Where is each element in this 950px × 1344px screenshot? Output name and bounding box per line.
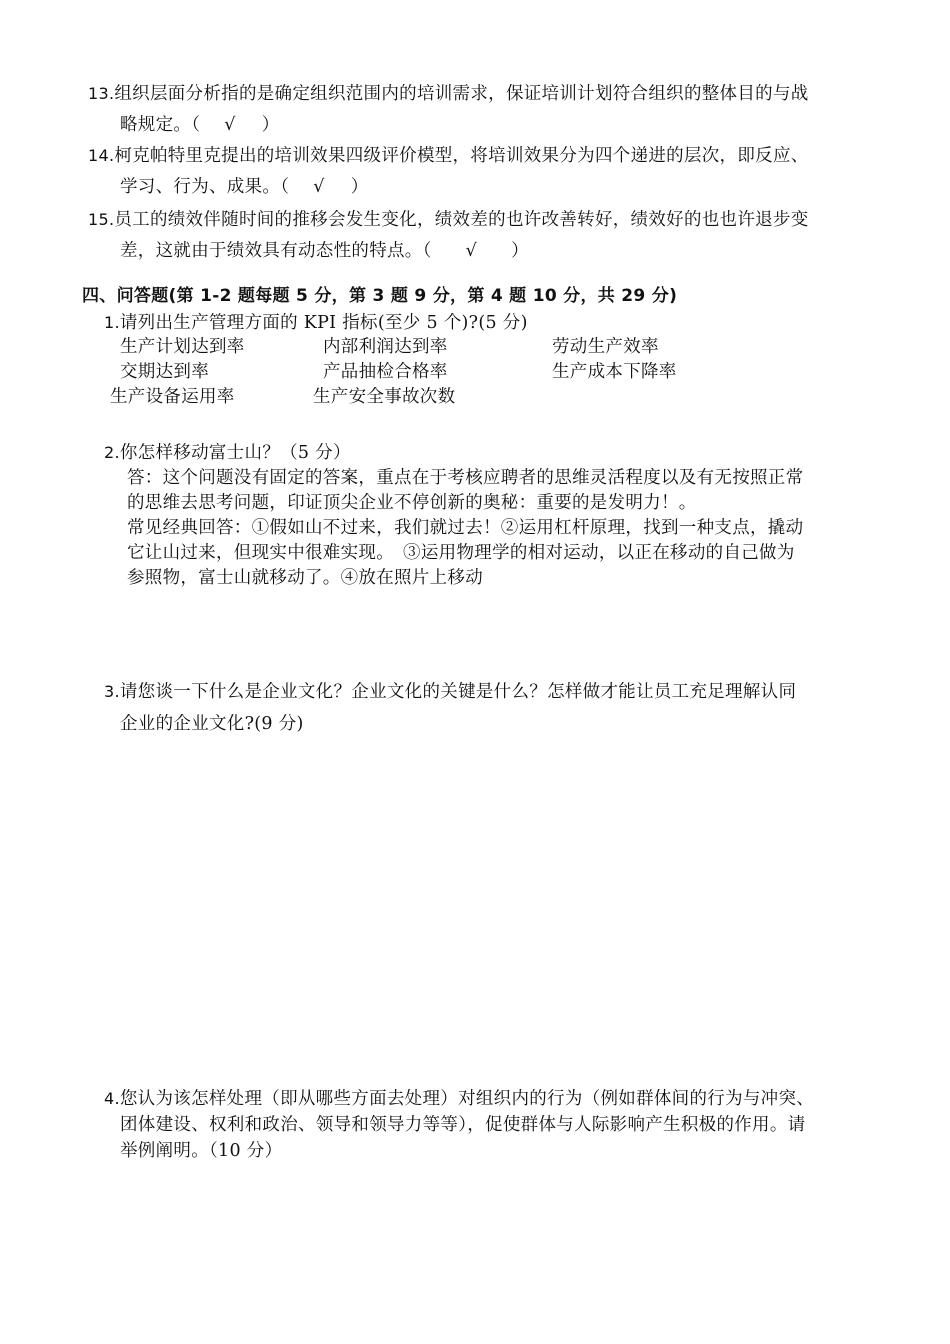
- item-text: 学习、行为、成果。（: [120, 177, 290, 197]
- kpi-item: 生产安全事故次数: [313, 387, 456, 407]
- tf-item-15-line2: [120, 243, 529, 261]
- check-mark: √: [224, 115, 236, 135]
- kpi-item: 劳动生产效率: [552, 337, 659, 357]
- answer-line: 的思维去思考问题，印证顶尖企业不停创新的奥秘：重要的是发明力！。: [127, 493, 697, 513]
- item-number: 14.: [88, 146, 115, 165]
- answer-line: 参照物，富士山就移动了。④放在照片上移动: [127, 568, 483, 588]
- tf-item-13-line1: [88, 86, 809, 104]
- question-3-line2: 企业的企业文化?(9 分): [120, 714, 304, 734]
- tf-item-15-line1: [88, 212, 809, 230]
- item-text: 组织层面分析指的是确定组织范围内的培训需求，保证培训计划符合组织的整体目的与战: [114, 84, 809, 104]
- question-text: 你怎样移动富士山？（5 分）: [119, 443, 351, 463]
- question-4-line3: 举例阐明。（10 分）: [120, 1141, 283, 1161]
- answer-line: 答：这个问题没有固定的答案，重点在于考核应聘者的思维灵活程度以及有无按照正常: [127, 468, 804, 488]
- close-paren: ）: [350, 177, 369, 197]
- question-number: 2.: [104, 443, 120, 462]
- question-text: 您认为该怎样处理（即从哪些方面去处理）对组织内的行为（例如群体间的行为与冲突、: [119, 1089, 815, 1109]
- question-number: 3.: [104, 682, 120, 701]
- item-text: 柯克帕特里克提出的培训效果四级评价模型，将培训效果分为四个递进的层次，即反应、: [114, 146, 809, 166]
- check-mark: √: [313, 177, 325, 197]
- item-number: 15.: [88, 210, 115, 229]
- kpi-item: 产品抽检合格率: [323, 362, 448, 382]
- question-number: 1.: [104, 313, 120, 332]
- question-4: [104, 1091, 814, 1109]
- kpi-item: 生产设备运用率: [110, 387, 235, 407]
- answer-line: 它让山过来，但现实中很难实现。 ③运用物理学的相对运动，以正在移动的自己做为: [127, 543, 795, 563]
- tf-item-14-line2: [120, 179, 369, 197]
- close-paren: ）: [261, 115, 280, 135]
- question-text: 请您谈一下什么是企业文化？企业文化的关键是什么？怎样做才能让员工充足理解认同: [119, 682, 797, 702]
- close-paren: ）: [511, 241, 529, 261]
- kpi-item: 交期达到率: [120, 362, 209, 382]
- tf-item-13-line2: [120, 117, 280, 135]
- question-3: [104, 684, 796, 702]
- check-mark: √: [465, 241, 478, 261]
- item-number: 13.: [88, 84, 115, 103]
- question-2: [104, 445, 351, 463]
- item-text: 员工的绩效伴随时间的推移会发生变化，绩效差的也许改善转好，绩效好的也也许退步变: [114, 210, 809, 230]
- kpi-item: 生产成本下降率: [552, 362, 677, 382]
- section-heading: 四、问答题(第 1-2 题每题 5 分，第 3 题 9 分，第 4 题 10 分，共 29 分): [82, 286, 678, 306]
- item-text: 差，这就由于绩效具有动态性的特点。（: [120, 241, 432, 261]
- question-4-line2: 团体建设、权利和政治、领导和领导力等等），促使群体与人际影响产生积极的作用。请: [120, 1115, 806, 1135]
- answer-line: 常见经典回答：①假如山不过来，我们就过去！②运用杠杆原理，找到一种支点，撬动: [127, 518, 804, 538]
- question-1: [104, 315, 528, 333]
- tf-item-14-line1: [88, 148, 809, 166]
- question-text: 请列出生产管理方面的 KPI 指标(至少 5 个)?(5 分): [119, 313, 528, 333]
- question-number: 4.: [104, 1089, 120, 1108]
- item-text: 略规定。（: [120, 115, 201, 135]
- kpi-item: 内部利润达到率: [323, 337, 448, 357]
- kpi-item: 生产计划达到率: [120, 337, 245, 357]
